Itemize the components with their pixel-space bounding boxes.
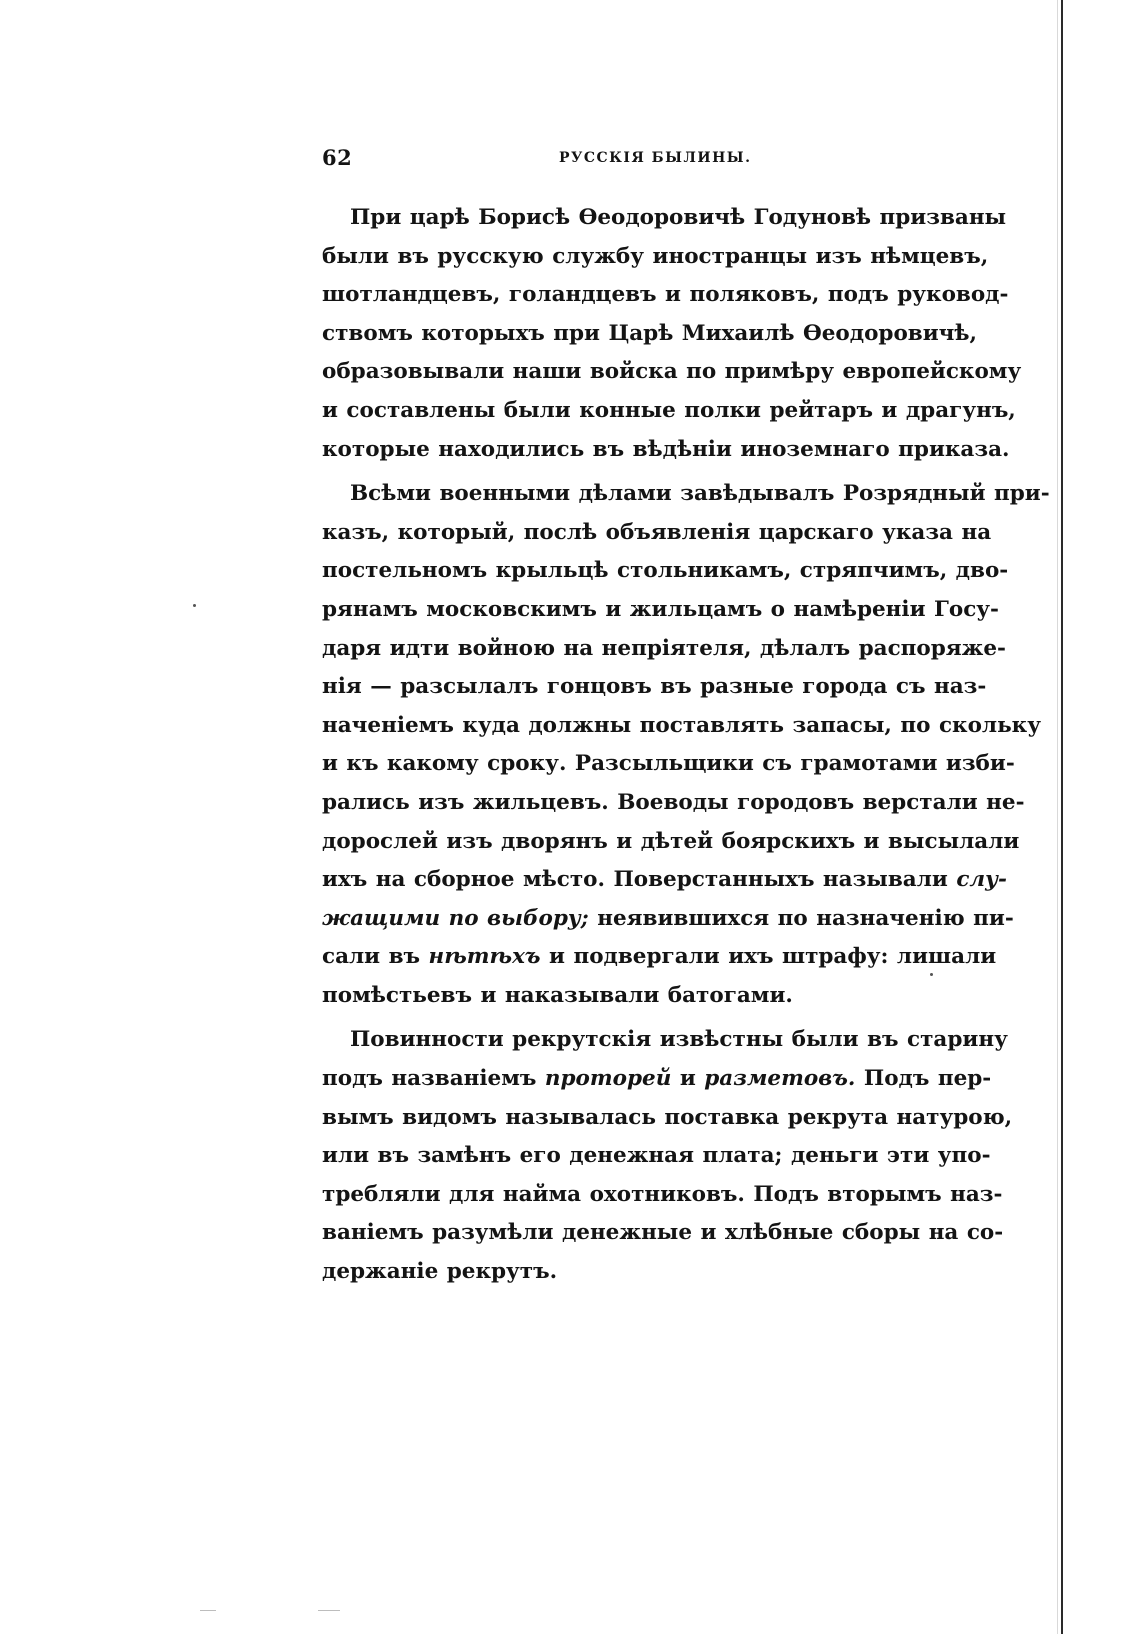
text-segment: помѣстьевъ и наказывали батогами. (322, 982, 793, 1008)
text-segment: Повинности рекрутскія извѣстны были въ старину (350, 1027, 1008, 1053)
italic-term: проторей (544, 1066, 672, 1092)
text-line (322, 1099, 1013, 1138)
text-segment: которые находились въ вѣдѣніи иноземнаго приказа. (322, 436, 1010, 462)
text-line (322, 707, 1041, 746)
text-segment: держаніе рекрутъ. (322, 1259, 558, 1285)
scan-speck (193, 604, 196, 607)
text-line (322, 861, 1007, 900)
text-segment: и составлены были конные полки рейтаръ и драгунъ, (322, 397, 1016, 423)
text-segment: Всѣми военными дѣлами завѣдывалъ Розрядный при- (350, 481, 1050, 507)
text-line (322, 1176, 1003, 1215)
scan-mark (318, 1610, 340, 1611)
page-edge-line (1061, 0, 1063, 1634)
text-line (322, 668, 987, 707)
text-line (322, 1214, 1004, 1253)
italic-term: нѣтѣхъ (428, 944, 541, 970)
text-segment: вымъ видомъ называлась поставка рекрута натурою, (322, 1104, 1013, 1130)
text-segment: рались изъ жильцевъ. Воеводы городовъ верстали не- (322, 789, 1025, 815)
page-number: 62 (322, 145, 353, 170)
text-line (322, 1021, 1008, 1060)
text-segment: рянамъ московскимъ и жильцамъ о намѣреніи Госу- (322, 596, 999, 622)
text-line (322, 977, 962, 1016)
text-segment: Подъ пер- (855, 1066, 992, 1092)
scan-speck (930, 973, 933, 976)
text-line (322, 823, 1020, 862)
text-line (322, 353, 1022, 392)
text-segment: даря идти войною на непріятеля, дѣлалъ распоряже- (322, 635, 1006, 661)
page-header (322, 145, 962, 175)
text-segment: подъ названіемъ (322, 1066, 545, 1092)
text-line (322, 514, 992, 553)
running-head: РУССКІЯ БЫЛИНЫ. (559, 150, 752, 166)
text-line (322, 591, 999, 630)
paragraph (322, 475, 1050, 1015)
text-line (322, 276, 1009, 315)
text-line (322, 392, 1016, 431)
text-line (322, 745, 1015, 784)
paragraph (322, 199, 1022, 469)
text-segment: ваніемъ разумѣли денежные и хлѣбные сборы на со- (322, 1220, 1004, 1246)
text-line (322, 552, 1009, 591)
text-line (322, 938, 997, 977)
text-line (322, 199, 1007, 238)
italic-term: жащими по выбору; (322, 905, 589, 931)
text-segment: наченіемъ куда должны поставлять запасы, по скольку (322, 712, 1041, 738)
text-segment: ствомъ которыхъ при Царѣ Михаилѣ Ѳеодоровичѣ, (322, 320, 978, 346)
text-segment: требляли для найма охотниковъ. Подъ вторымъ наз- (322, 1181, 1003, 1207)
page-edge-shadow (1057, 0, 1058, 1634)
text-segment: и подвергали ихъ штрафу: лишали (540, 944, 997, 970)
text-segment: казъ, который, послѣ объявленія царскаго указа на (322, 519, 992, 545)
text-segment: нія — разсылалъ гонцовъ въ разные города съ наз- (322, 674, 987, 700)
scan-mark (200, 1610, 216, 1611)
text-line (322, 1137, 991, 1176)
italic-term: слу- (956, 867, 1007, 893)
text-segment: шотландцевъ, голандцевъ и поляковъ, подъ руковод- (322, 282, 1009, 308)
body-text (322, 199, 1050, 1292)
text-segment: сали въ (322, 944, 429, 970)
text-segment: неявившихся по назначенію пи- (588, 905, 1014, 931)
text-segment: и (671, 1066, 705, 1092)
text-segment: ихъ на сборное мѣсто. Поверстанныхъ называли (322, 867, 957, 893)
text-segment: При царѣ Борисѣ Ѳеодоровичѣ Годуновѣ призваны (350, 205, 1007, 230)
text-line (322, 630, 1006, 669)
text-line (322, 1253, 962, 1292)
text-line (322, 900, 1014, 939)
text-line (322, 475, 1050, 514)
text-line (322, 784, 1025, 823)
text-segment: были въ русскую службу иностранцы изъ нѣмцевъ, (322, 243, 989, 269)
text-line (322, 238, 989, 277)
text-line (322, 315, 978, 354)
paragraph (322, 1021, 1013, 1291)
text-segment: и къ какому сроку. Разсыльщики съ грамотами изби- (322, 751, 1015, 777)
text-line (322, 431, 1010, 470)
text-segment: или въ замѣнъ его денежная плата; деньги эти упо- (322, 1143, 991, 1169)
text-segment: образовывали наши войска по примѣру европейскому (322, 359, 1022, 385)
italic-term: разметовъ. (704, 1066, 856, 1092)
text-line (322, 1060, 992, 1099)
text-segment: постельномъ крыльцѣ стольникамъ, стряпчимъ, дво- (322, 558, 1009, 584)
text-segment: дорослей изъ дворянъ и дѣтей боярскихъ и высылали (322, 828, 1020, 854)
